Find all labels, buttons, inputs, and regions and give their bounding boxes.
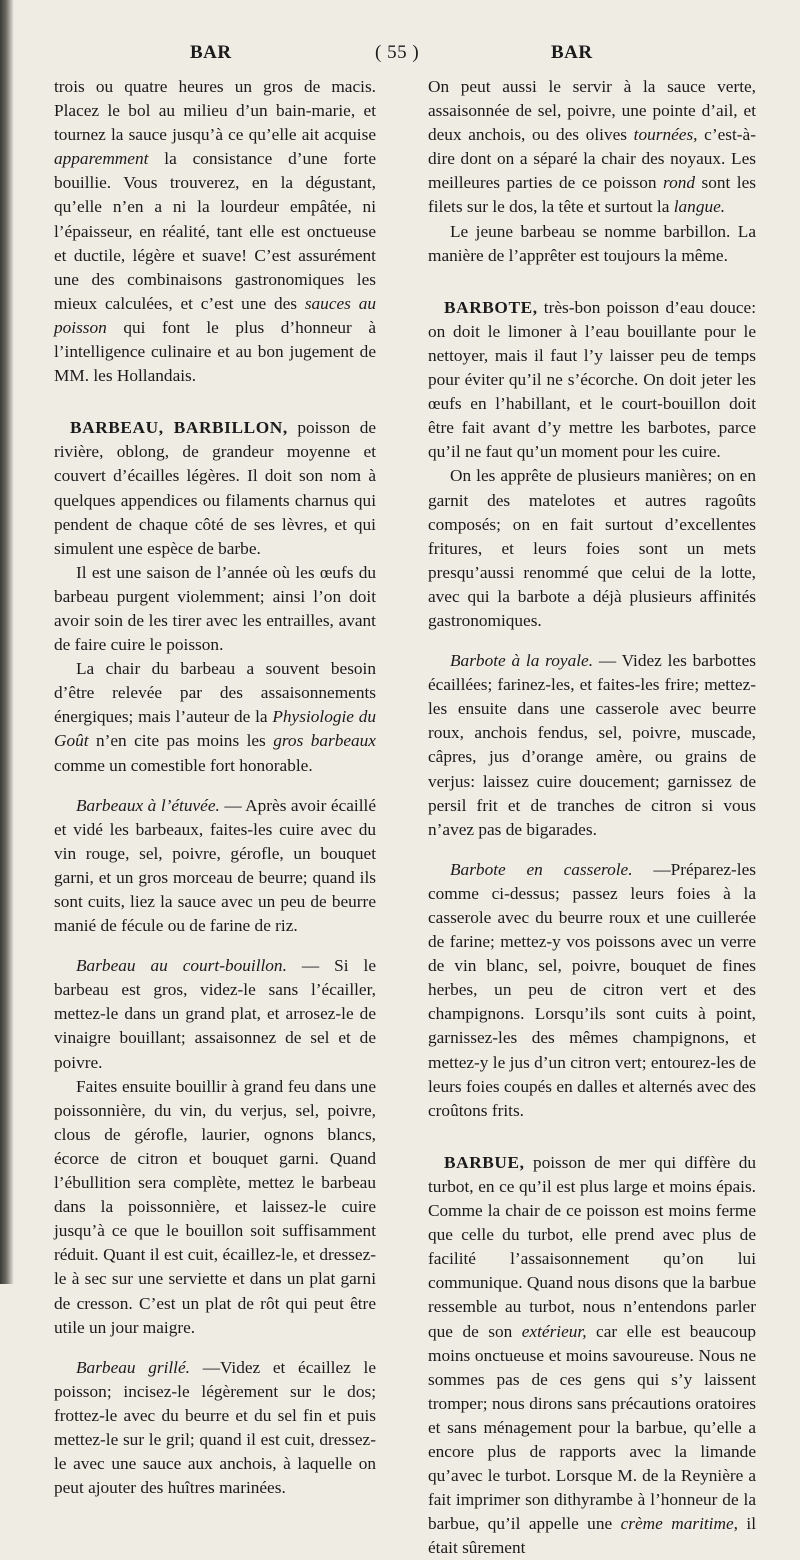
recipe-barbote-royale: Barbote à la royale. — Videz les barbottes écaillées; farinez-les, et faites-les frire; mettez-les ensuite dans une casserole avec beurre roux, anchois fendus, sel, poivre, muscade, câpres, jus d’orange amère, ou grains de verjus: laissez cuire doucement; garnissez de persil frit et de tranches de citron si vous n’avez pas de bigarades. — [428, 651, 756, 839]
recipe-title: Barbote à la royale. — [450, 651, 594, 671]
recipe-barbeau-court-bouillon: Barbeau au court-bouillon. — Si le barbeau est gros, videz-le sans l’écailler, mettez-le dans un grand plat, et arrosez-le de vinaigre bouillant; assaisonnez de sel et de poivre. — [54, 956, 376, 1072]
recipe-title: Barbeau au court-bouillon. — [76, 956, 287, 976]
running-head-right: BAR — [551, 42, 593, 63]
recipe-title: Barbote en casserole. — [450, 859, 633, 879]
recipe-barbeau-grille: Barbeau grillé. —Videz et écaillez le poisson; incisez-le légèrement sur le dos; frottez-le avec du beurre et du sel fin et puis mettez-le sur le gril; quand il est cuit, dressez-le avec une sauce aux anchois, à laquelle on peut ajouter des huîtres marinées. — [54, 1357, 376, 1498]
recipe-barbeaux-etuvee: Barbeaux à l’étuvée. — Après avoir écaillé et vidé les barbeaux, faites-les cuire avec du vin rouge, sel, poivre, gérofle, un bouquet garni, et un gros morceau de beurre; quand ils sont cuits, liez la sauce avec un peu de beurre manié de fécule ou de farine de riz. — [54, 795, 377, 936]
court-bouillon-paragraph-2: Faites ensuite bouillir à grand feu dans une poissonnière, du vin, du verjus, sel, poivre, clous de gérofle, laurier, ognons blancs, écorce de citron et bouquet garni. Quand l’ébullition sera complète, mettez le barbeau dans la poissonnière, et laissez-le cuire jusqu’à ce que le bouillon soit suffisamment réduit. Quant il est cuit, écaillez-le, et dressez-le à sec sur une serviette et dans un plat garni de cresson. C’est un plat de rôt qui peut être utile un jour maigre. — [54, 1076, 376, 1337]
page-number: ( 55 ) — [375, 42, 420, 63]
right-column — [428, 75, 756, 1560]
barbeau-paragraph-2: Il est une saison de l’année où les œufs du barbeau purgent violemment; ainsi l’on doit avoir soin de les tirer avec les entrailles, avant de faire cuire le poisson. — [54, 562, 376, 655]
barbote-paragraph-2: On les apprête de plusieurs manières; on en garnit des matelotes et autres ragoûts composés; on en fait surtout d’excellentes fritures, et leurs foies sont un mets presqu’aussi renommé que celui de la lotte, avec qui la barbote a déjà plusieurs affinités gastronomiques. — [428, 466, 756, 630]
barbillon-paragraph: Le jeune barbeau se nomme barbillon. La manière de l’apprêter est toujours la même. — [428, 221, 756, 265]
barbeau-continued-paragraph: On peut aussi le servir à la sauce verte, assaisonnée de sel, poivre, une pointe d’ail, et deux anchois, ou des olives tournées, c’est-à-dire dont on a séparé la chair des noyaux. Les meilleures parties de ce poisson rond sont les filets sur le dos, la tête et surtout la langue. — [428, 77, 756, 217]
recipe-title: Barbeaux à l’étuvée. — [76, 795, 220, 815]
running-head-left: BAR — [190, 42, 232, 63]
recipe-barbote-casserole: Barbote en casserole. —Préparez-les comme ci-dessus; passez leurs foies à la casserole avec du beurre roux et une cuillerée de farine; mettez-y vos poissons avec un verre de vin blanc, sel, poivre, bouquet de fines herbes, un peu de citron vert et des champignons. Lorsqu’ils sont cuits à point, garnissez-les des mêmes champignons, et mettez-y le jus d’un citron vert; entourez-les de leurs foies coupés en dalles et alternés avec des croûtons frits. — [428, 859, 756, 1120]
headword-barbote: BARBOTE, — [444, 297, 538, 317]
barbeau-paragraph-3: La chair du barbeau a souvent besoin d’être relevée par des assaisonnements énergiques; mais l’auteur de la Physiologie du Goût n’en cite pas moins les gros barbeaux comme un comestible fort honorable. — [54, 659, 376, 775]
recipe-title: Barbeau grillé. — [76, 1357, 190, 1377]
continued-paragraph: trois ou quatre heures un gros de macis. Placez le bol au milieu d’un bain-marie, et tournez la sauce jusqu’à ce qu’elle ait acquise apparemment la consistance d’une forte bouillie. Vous trouverez, en la dégustant, qu’elle n’en a ni la lourdeur empâtée, ni l’épaisseur, en réalité, tant elle est onctueuse et ductile, légère et suave! C’est assurément une des combinaisons gastronomiques les mieux calculées, et c’est une des sauces au poisson qui font le plus d’honneur à l’intelligence culinaire et au bon jugement de MM. les Hollandais. — [54, 77, 376, 386]
running-head — [0, 42, 800, 66]
headword-barbeau: BARBEAU, BARBILLON, — [70, 418, 288, 438]
entry-barbue: BARBUE, poisson de mer qui diffère du turbot, en ce qu’il est plus large et moins épais. Comme la chair de ce poisson est moins ferme que celle du turbot, elle prend avec plus de facilité l’assaisonnement qu’on lui communique. Quand nous disons que la barbue ressemble au turbot, nous n’entendons parler que de son extérieur, car elle est beaucoup moins onctueuse et moins savoureuse. Nous ne sommes pas de ces gens qui s’y laissent tromper; nous dirons sans précautions oratoires et sans ménagement pour la barbue, qu’elle a encore plus de rapports avec la limande qu’avec le turbot. Lorsque M. de la Reynière a fait imprimer son dithyrambe à l’honneur de la barbue, qu’il appelle une crème maritime, il était sûrement — [428, 1152, 756, 1558]
book-binding-shadow — [0, 0, 14, 1284]
headword-barbue: BARBUE, — [444, 1152, 525, 1172]
entry-barbeau: BARBEAU, BARBILLON, poisson de rivière, oblong, de grandeur moyenne et couvert d’écailles légères. Il doit son nom à quelques appendices ou filaments charnus qui pendent de chaque côté de ses lèvres, et qui simulent une espèce de barbe. — [54, 418, 377, 558]
left-column — [54, 75, 376, 1500]
entry-barbote: BARBOTE, très-bon poisson d’eau douce: on doit le limoner à l’eau bouillante pour le nettoyer, mais il faut l’y laisser peu de temps pour éviter qu’il ne s’écorche. On doit jeter les œufs en l’habillant, et le court-bouillon doit être fait avant d’y mettre les barbotes, parce qu’il ne faut qu’un moment pour les cuire. — [428, 297, 756, 462]
